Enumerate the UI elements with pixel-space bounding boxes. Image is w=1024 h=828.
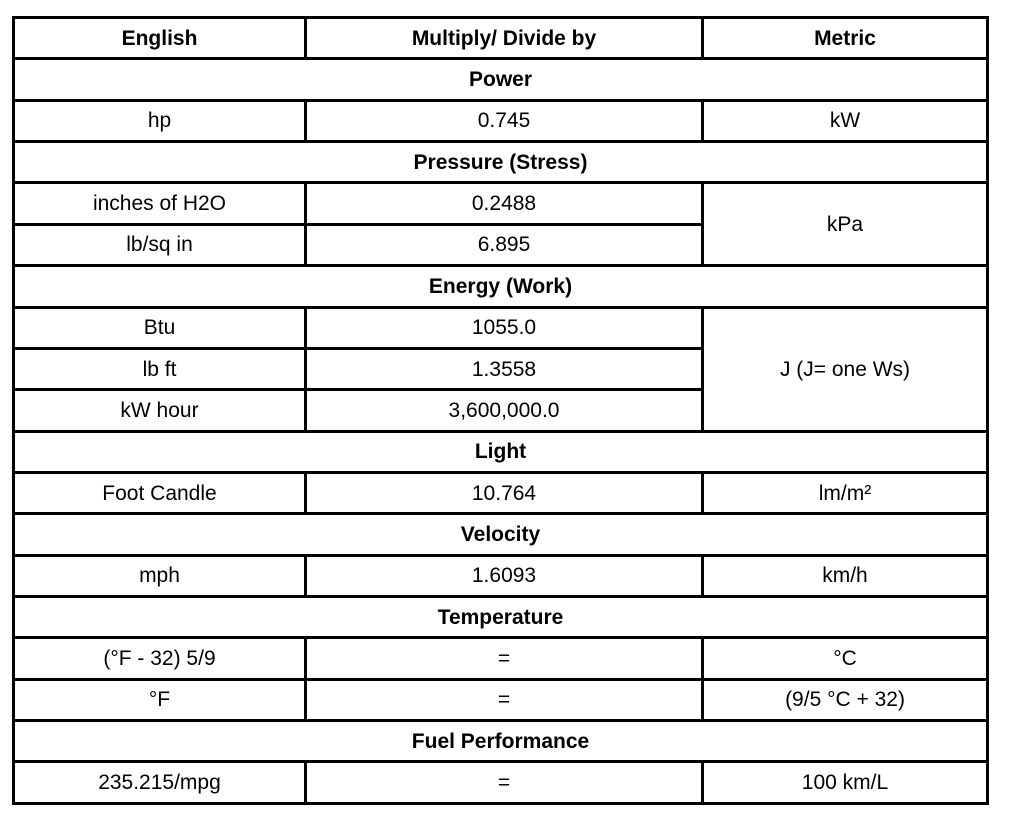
factor-cell: 1.3558 [306,348,703,389]
header-metric: Metric [703,18,988,59]
english-cell: Btu [14,307,306,348]
section-row-energy [14,266,988,307]
header-multiply: Multiply/ Divide by [306,18,703,59]
section-title-temperature: Temperature [14,597,988,638]
section-row-temperature [14,597,988,638]
metric-cell: kPa [703,183,988,266]
conversion-table [12,16,989,805]
factor-cell: = [306,762,703,804]
factor-cell: 1055.0 [306,307,703,348]
table-row [14,679,988,720]
english-cell: lb/sq in [14,224,306,265]
factor-cell: 0.2488 [306,183,703,224]
factor-cell: 10.764 [306,472,703,513]
english-cell: hp [14,100,306,141]
section-title-power: Power [14,59,988,100]
table-row [14,472,988,513]
section-row-pressure [14,142,988,183]
metric-cell: km/h [703,555,988,596]
table-row [14,183,988,224]
english-cell: lb ft [14,348,306,389]
metric-cell: J (J= one Ws) [703,307,988,431]
factor-cell: = [306,679,703,720]
english-cell: 235.215/mpg [14,762,306,804]
header-row [14,18,988,59]
metric-cell: 100 km/L [703,762,988,804]
header-english: English [14,18,306,59]
section-title-fuel: Fuel Performance [14,721,988,762]
table-row [14,762,988,804]
section-title-velocity: Velocity [14,514,988,555]
english-cell: mph [14,555,306,596]
english-cell: kW hour [14,390,306,431]
table-row [14,638,988,679]
metric-cell: kW [703,100,988,141]
factor-cell: 3,600,000.0 [306,390,703,431]
section-row-velocity [14,514,988,555]
factor-cell: 1.6093 [306,555,703,596]
english-cell: inches of H2O [14,183,306,224]
table-row [14,307,988,348]
section-title-pressure: Pressure (Stress) [14,142,988,183]
factor-cell: 0.745 [306,100,703,141]
section-title-light: Light [14,431,988,472]
section-row-power [14,59,988,100]
table-row [14,100,988,141]
section-row-fuel [14,721,988,762]
english-cell: (°F - 32) 5/9 [14,638,306,679]
section-row-light [14,431,988,472]
table-row [14,555,988,596]
factor-cell: = [306,638,703,679]
english-cell: Foot Candle [14,472,306,513]
factor-cell: 6.895 [306,224,703,265]
metric-cell: (9/5 °C + 32) [703,679,988,720]
english-cell: °F [14,679,306,720]
metric-cell: °C [703,638,988,679]
metric-cell: lm/m² [703,472,988,513]
section-title-energy: Energy (Work) [14,266,988,307]
